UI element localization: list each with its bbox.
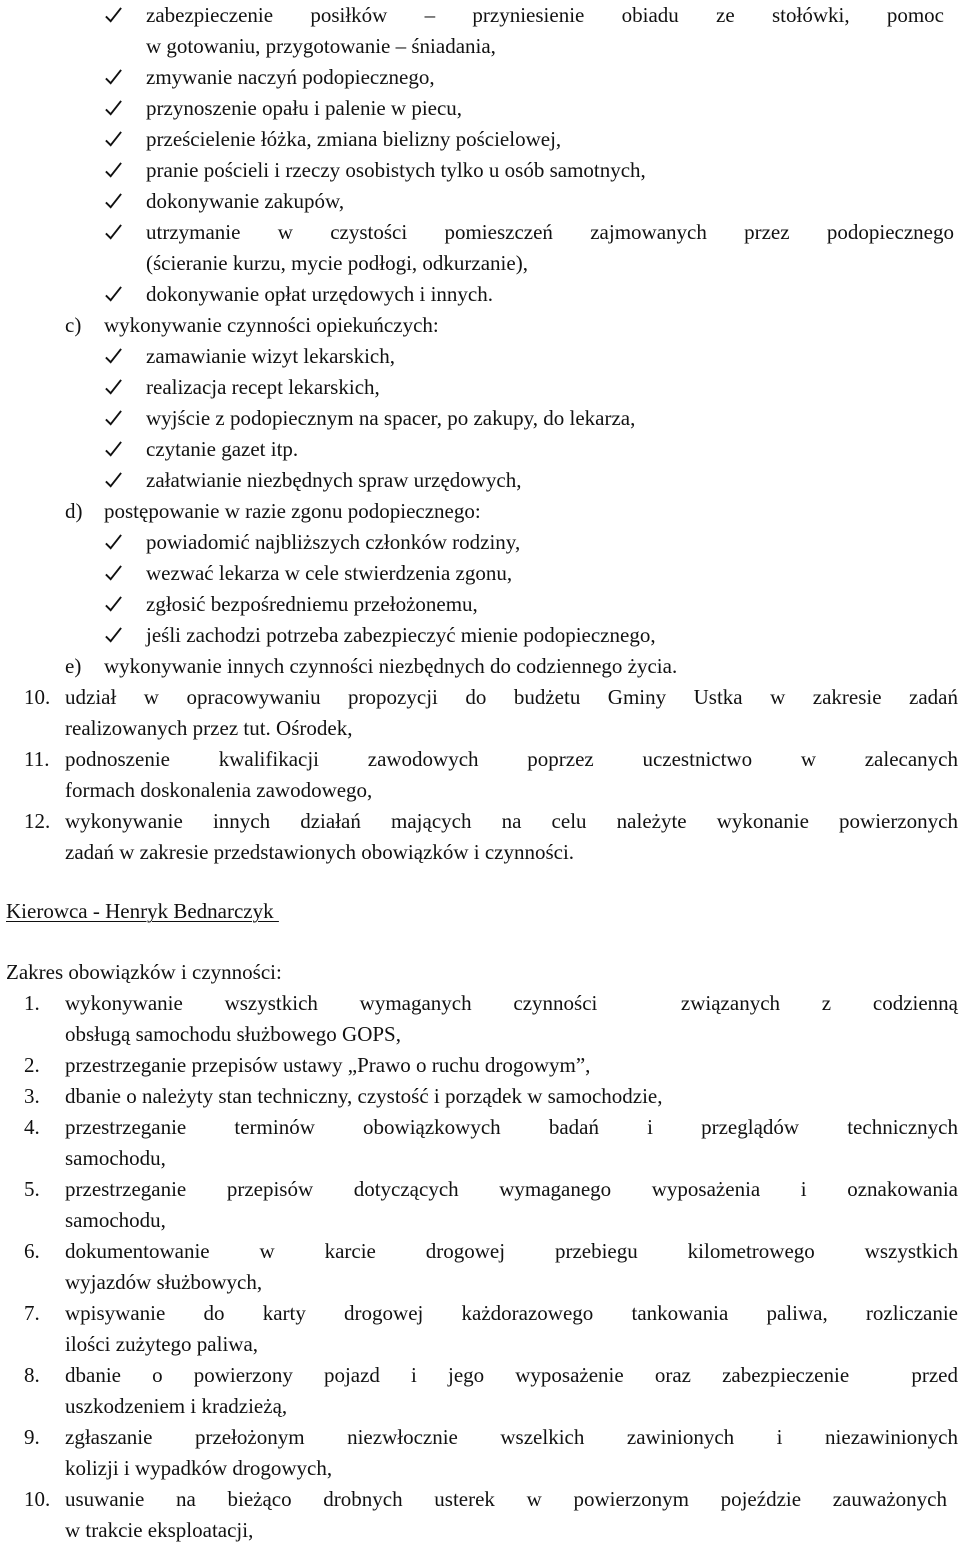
- check-item-text: załatwianie niezbędnych spraw urzędowych,: [146, 468, 522, 492]
- check-item: [0, 372, 960, 403]
- checkmark-icon: [104, 0, 130, 31]
- check-item-text: (ścieranie kurzu, mycie podłogi, odkurzanie),: [146, 251, 528, 275]
- check-item: [0, 93, 960, 124]
- section-label: d): [65, 499, 83, 523]
- check-item-text: dokonywanie zakupów,: [146, 189, 345, 213]
- item-number: 3.: [24, 1084, 40, 1108]
- item-number: 9.: [24, 1425, 40, 1449]
- item-number: 5.: [24, 1177, 40, 1201]
- check-item: [0, 155, 960, 186]
- check-item-text: zabezpieczenie posiłków – przyniesienie obiadu ze stołówki, pomoc: [146, 3, 944, 27]
- item-number: 6.: [24, 1239, 40, 1263]
- check-item: [0, 279, 960, 310]
- section-title: postępowanie w razie zgonu podopiecznego:: [104, 499, 481, 523]
- numbered-item: [0, 988, 960, 1050]
- check-item-text: wyjście z podopiecznym na spacer, po zakupy, do lekarza,: [146, 406, 636, 430]
- item-text: wykonywanie wszystkich wymaganych czynności związanych z codzienną: [65, 991, 958, 1015]
- check-item: [0, 403, 960, 434]
- check-item: [0, 589, 960, 620]
- check-item-text: w gotowaniu, przygotowanie – śniadania,: [146, 34, 496, 58]
- checkmark-icon: [104, 62, 130, 93]
- item-number: 10.: [24, 685, 51, 709]
- item-text: kolizji i wypadków drogowych,: [65, 1456, 333, 1480]
- numbered-item: [0, 1360, 960, 1422]
- numbered-item: [0, 1112, 960, 1174]
- checkmark-icon: [104, 434, 130, 465]
- item-text: obsługą samochodu służbowego GOPS,: [65, 1022, 401, 1046]
- checkmark-icon: [104, 93, 130, 124]
- checkmark-icon: [104, 155, 130, 186]
- section-title: wykonywanie czynności opiekuńczych:: [104, 313, 439, 337]
- numbered-item: [0, 682, 960, 744]
- check-item: [0, 0, 960, 62]
- section-e-header: [0, 651, 960, 682]
- check-item: [0, 527, 960, 558]
- item-number: 12.: [24, 809, 51, 833]
- check-item-text: realizacja recept lekarskich,: [146, 375, 380, 399]
- numbered-item: [0, 1081, 960, 1112]
- item-text: zgłaszanie przełożonym niezwłocznie wszelkich zawinionych i niezawinionych: [65, 1425, 958, 1449]
- item-text: dbanie o powierzony pojazd i jego wyposażenie oraz zabezpieczenie przed: [65, 1363, 958, 1387]
- check-item-text: przynoszenie opału i palenie w piecu,: [146, 96, 463, 120]
- item-number: 2.: [24, 1053, 40, 1077]
- item-text: realizowanych przez tut. Ośrodek,: [65, 716, 353, 740]
- check-item-text: czytanie gazet itp.: [146, 437, 299, 461]
- check-item: [0, 558, 960, 589]
- check-item-text: dokonywanie opłat urzędowych i innych.: [146, 282, 493, 306]
- item-text: wyjazdów służbowych,: [65, 1270, 263, 1294]
- item-text: dbanie o należyty stan techniczny, czystość i porządek w samochodzie,: [65, 1084, 663, 1108]
- numbered-item: [0, 744, 960, 806]
- section-title: wykonywanie innych czynności niezbędnych do codziennego życia.: [104, 654, 678, 678]
- numbered-item: [0, 1236, 960, 1298]
- item-text: zadań w zakresie przedstawionych obowiązków i czynności.: [65, 840, 575, 864]
- numbered-item: [0, 806, 960, 868]
- section-label: c): [65, 313, 82, 337]
- check-item: [0, 124, 960, 155]
- item-number: 8.: [24, 1363, 40, 1387]
- item-text: udział w opracowywaniu propozycji do budżetu Gminy Ustka w zakresie zadań: [65, 685, 958, 709]
- check-item-text: wezwać lekarza w cele stwierdzenia zgonu,: [146, 561, 513, 585]
- item-text: w trakcie eksploatacji,: [65, 1518, 254, 1542]
- item-text: przestrzeganie przepisów ustawy „Prawo o ruchu drogowym”,: [65, 1053, 591, 1077]
- check-item-text: powiadomić najbliższych członków rodziny,: [146, 530, 521, 554]
- check-item-text: pranie pościeli i rzeczy osobistych tylko u osób samotnych,: [146, 158, 646, 182]
- item-number: 1.: [24, 991, 40, 1015]
- item-text: samochodu,: [65, 1208, 166, 1232]
- section-d-header: [0, 496, 960, 527]
- item-text: uszkodzeniem i kradzieżą,: [65, 1394, 288, 1418]
- checkmark-icon: [104, 558, 130, 589]
- item-text: wpisywanie do karty drogowej każdorazowego tankowania paliwa, rozliczanie: [65, 1301, 958, 1325]
- checkmark-icon: [104, 372, 130, 403]
- checkmark-icon: [104, 279, 130, 310]
- numbered-item: [0, 1298, 960, 1360]
- item-text: przestrzeganie terminów obowiązkowych badań i przeglądów technicznych: [65, 1115, 958, 1139]
- item-text: przestrzeganie przepisów dotyczących wymaganego wyposażenia i oznakowania: [65, 1177, 958, 1201]
- item-text: usuwanie na bieżąco drobnych usterek w powierzonym pojeździe zauważonych: [65, 1487, 947, 1511]
- check-item: [0, 465, 960, 496]
- section-heading: Kierowca - Henryk Bednarczyk: [6, 899, 279, 923]
- check-item: [0, 62, 960, 93]
- item-number: 10.: [24, 1487, 51, 1511]
- check-item-text: utrzymanie w czystości pomieszczeń zajmowanych przez podopiecznego: [146, 220, 954, 244]
- item-number: 4.: [24, 1115, 40, 1139]
- check-item: [0, 434, 960, 465]
- check-item: [0, 186, 960, 217]
- checkmark-icon: [104, 217, 130, 248]
- checkmark-icon: [104, 124, 130, 155]
- item-text: wykonywanie innych działań mających na celu należyte wykonanie powierzonych: [65, 809, 958, 833]
- item-number: 11.: [24, 747, 50, 771]
- item-text: ilości zużytego paliwa,: [65, 1332, 259, 1356]
- section-label: e): [65, 654, 82, 678]
- item-number: 7.: [24, 1301, 40, 1325]
- item-text: formach doskonalenia zawodowego,: [65, 778, 373, 802]
- check-item-text: prześcielenie łóżka, zmiana bielizny pościelowej,: [146, 127, 562, 151]
- checkmark-icon: [104, 341, 130, 372]
- check-item-text: zamawianie wizyt lekarskich,: [146, 344, 395, 368]
- check-item-text: zgłosić bezpośredniemu przełożonemu,: [146, 592, 478, 616]
- item-text: dokumentowanie w karcie drogowej przebiegu kilometrowego wszystkich: [65, 1239, 958, 1263]
- checkmark-icon: [104, 527, 130, 558]
- scope-label: Zakres obowiązków i czynności:: [6, 960, 282, 984]
- checkmark-icon: [104, 465, 130, 496]
- numbered-item: [0, 1422, 960, 1484]
- numbered-item: [0, 1174, 960, 1236]
- numbered-item: [0, 1050, 960, 1081]
- checkmark-icon: [104, 589, 130, 620]
- check-item: [0, 217, 960, 279]
- check-item: [0, 341, 960, 372]
- item-text: podnoszenie kwalifikacji zawodowych poprzez uczestnictwo w zalecanych: [65, 747, 958, 771]
- checkmark-icon: [104, 403, 130, 434]
- check-item: [0, 620, 960, 651]
- check-item-text: zmywanie naczyń podopiecznego,: [146, 65, 435, 89]
- numbered-item: [0, 1484, 960, 1546]
- checkmark-icon: [104, 620, 130, 651]
- checkmark-icon: [104, 186, 130, 217]
- section-c-header: [0, 310, 960, 341]
- check-item-text: jeśli zachodzi potrzeba zabezpieczyć mienie podopiecznego,: [146, 623, 656, 647]
- item-text: samochodu,: [65, 1146, 166, 1170]
